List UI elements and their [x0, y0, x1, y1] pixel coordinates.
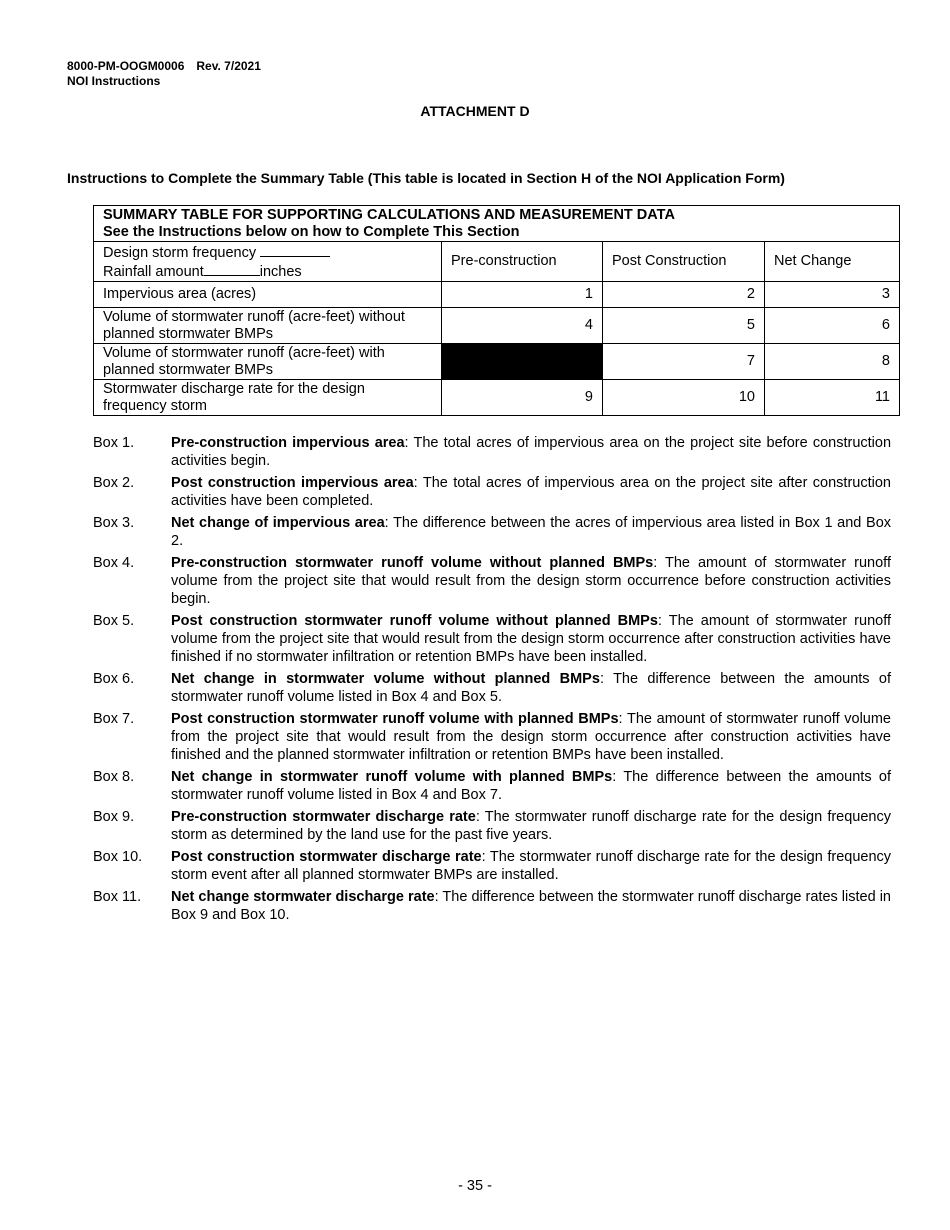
- box-title: Post construction stormwater runoff volume without planned BMPs: [171, 613, 658, 629]
- page-number: - 35 -: [458, 1178, 492, 1194]
- box-label: Box 8.: [93, 769, 135, 785]
- doc-subtitle: NOI Instructions: [67, 74, 161, 88]
- column-header: Post Construction: [603, 242, 765, 282]
- box-title: Post construction impervious area: [171, 475, 414, 491]
- box-number: 10: [603, 380, 765, 416]
- box-title: Net change in stormwater volume without planned BMPs: [171, 671, 600, 687]
- box-instructions-list: [93, 434, 891, 928]
- list-item: [93, 474, 891, 510]
- box-title: Pre-construction stormwater discharge rate: [171, 809, 476, 825]
- box-number: 6: [765, 308, 900, 344]
- table-row: [94, 380, 900, 416]
- box-description: : The amount of stormwater runoff volume from the project site that would result from the design storm occurrence after construction activities have finished if no stormwater infiltration or retention BMPs have been installed.: [171, 613, 891, 665]
- box-label: Box 7.: [93, 711, 135, 727]
- summary-table-title-line1: SUMMARY TABLE FOR SUPPORTING CALCULATIONS AND MEASUREMENT DATA: [103, 206, 675, 223]
- box-number: 4: [442, 308, 603, 344]
- list-item: [93, 848, 891, 884]
- box-title: Pre-construction stormwater runoff volume without planned BMPs: [171, 555, 654, 571]
- row-label: Stormwater discharge rate for the design frequency storm: [94, 380, 442, 416]
- box-label: Box 6.: [93, 671, 135, 687]
- rainfall-unit: inches: [259, 263, 302, 280]
- box-description: : The difference between the amounts of stormwater runoff volume listed in Box 4 and Box 7.: [171, 769, 891, 803]
- attachment-title: ATTACHMENT D: [420, 103, 530, 119]
- instructions-heading: Instructions to Complete the Summary Table (This table is located in Section H of the NOI Application Form): [67, 170, 785, 186]
- list-item: [93, 554, 891, 608]
- box-title: Post construction stormwater discharge rate: [171, 849, 482, 865]
- column-header: Net Change: [765, 242, 900, 282]
- row-label: Volume of stormwater runoff (acre-feet) without planned stormwater BMPs: [94, 308, 442, 344]
- box-description: : The total acres of impervious area on the project site before construction activities begin.: [171, 435, 892, 469]
- design-storm-blank: [260, 243, 330, 257]
- doc-revision: Rev. 7/2021: [196, 59, 261, 73]
- doc-number: 8000-PM-OOGM0006: [67, 59, 185, 73]
- list-item: [93, 514, 891, 550]
- box-description: : The amount of stormwater runoff volume from the project site that would result from the design storm occurrence after construction activities have finished and the planned stormwater infiltration or retention BMPs have been installed.: [171, 711, 892, 763]
- box-label: Box 3.: [93, 515, 135, 531]
- rainfall-blank: [204, 262, 260, 276]
- row-label: Impervious area (acres): [94, 282, 442, 308]
- list-item: [93, 888, 891, 924]
- box-label: Box 4.: [93, 555, 135, 571]
- design-storm-label: Design storm frequency: [103, 244, 257, 261]
- box-label: Box 11.: [93, 889, 142, 905]
- list-item: [93, 808, 891, 844]
- box-description: : The stormwater runoff discharge rate for the design frequency storm event after all planned stormwater BMPs are installed.: [171, 849, 892, 883]
- box-title: Net change in stormwater runoff volume with planned BMPs: [171, 769, 613, 785]
- box-number: 1: [442, 282, 603, 308]
- box-label: Box 5.: [93, 613, 135, 629]
- box-number: 2: [603, 282, 765, 308]
- box-label: Box 1.: [93, 435, 135, 451]
- box-description: : The difference between the stormwater runoff discharge rates listed in Box 9 and Box 10.: [171, 889, 891, 923]
- box-title: Pre-construction impervious area: [171, 435, 405, 451]
- blacked-out-cell: [442, 344, 603, 380]
- list-item: [93, 612, 891, 666]
- box-title: Net change of impervious area: [171, 515, 385, 531]
- box-title: Net change stormwater discharge rate: [171, 889, 435, 905]
- list-item: [93, 670, 891, 706]
- box-number: 9: [442, 380, 603, 416]
- box-description: : The stormwater runoff discharge rate for the design frequency storm as determined by the land use for the past five years.: [171, 809, 891, 843]
- list-item: [93, 768, 891, 804]
- summary-table-title: [94, 206, 900, 242]
- box-number: 8: [765, 344, 900, 380]
- box-title: Post construction stormwater runoff volume with planned BMPs: [171, 711, 619, 727]
- rainfall-label: Rainfall amount: [103, 263, 204, 280]
- box-number: 5: [603, 308, 765, 344]
- box-label: Box 10.: [93, 849, 143, 865]
- box-description: : The difference between the amounts of stormwater runoff volume listed in Box 4 and Box 5.: [171, 671, 891, 705]
- box-description: : The total acres of impervious area on the project site after construction activities have been completed.: [171, 475, 891, 509]
- design-storm-cell: [94, 242, 442, 282]
- box-number: 11: [765, 380, 900, 416]
- table-row: [94, 344, 900, 380]
- box-label: Box 9.: [93, 809, 135, 825]
- document-header: [67, 59, 261, 89]
- list-item: [93, 434, 891, 470]
- table-row: [94, 308, 900, 344]
- summary-table: [93, 205, 900, 416]
- row-label: Volume of stormwater runoff (acre-feet) with planned stormwater BMPs: [94, 344, 442, 380]
- list-item: [93, 710, 891, 764]
- summary-table-title-line2: See the Instructions below on how to Complete This Section: [103, 223, 520, 240]
- box-description: : The difference between the acres of impervious area listed in Box 1 and Box 2.: [171, 515, 892, 549]
- box-number: 7: [603, 344, 765, 380]
- table-row: [94, 282, 900, 308]
- column-header: Pre-construction: [442, 242, 603, 282]
- box-label: Box 2.: [93, 475, 135, 491]
- box-description: : The amount of stormwater runoff volume from the project site that would result from the design storm occurrence before construction activities begin.: [171, 555, 891, 607]
- box-number: 3: [765, 282, 900, 308]
